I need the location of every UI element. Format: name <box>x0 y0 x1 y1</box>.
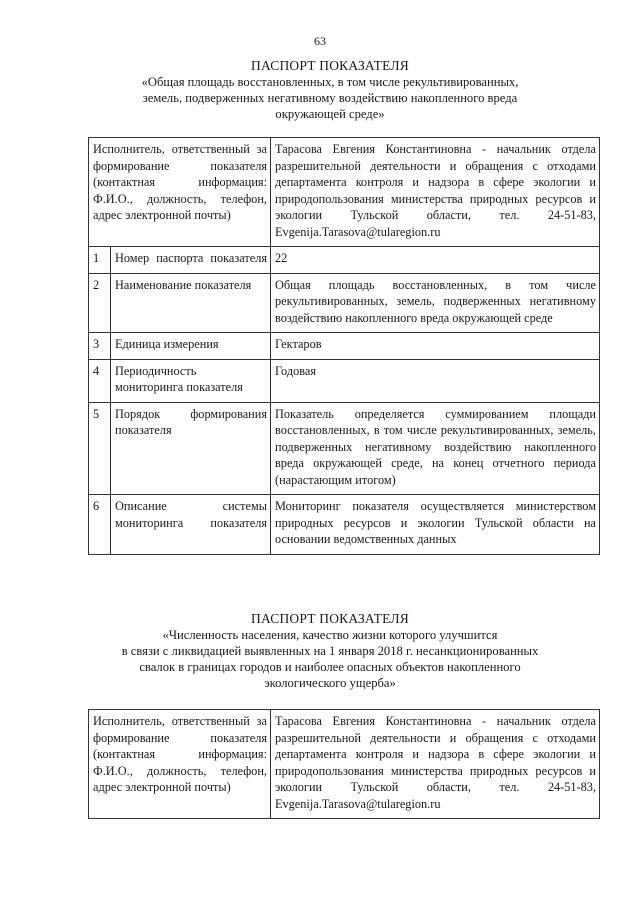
passport-2-table <box>88 709 600 819</box>
executor-value: Тарасова Евгения Константиновна - начальник отдела разрешительной деятельности и обращения с отходами департамента контроля и надзора в сфере экологии и природопользования министерства природных ресурсов и экологии Тульской области, тел. 24-51-83, Evgenija.Tarasova@tularegion.ru <box>271 138 600 247</box>
passport-2-subtitle-line: «Численность населения, качество жизни которого улучшится <box>162 628 498 642</box>
row-number: 1 <box>89 247 111 274</box>
page-number: 63 <box>314 34 326 48</box>
passport-1-table <box>88 137 600 555</box>
passport-1-subtitle-line: земель, подверженных негативному воздействию накопленного вреда <box>142 91 518 105</box>
row-number: 4 <box>89 359 111 402</box>
row-value: Гектаров <box>271 333 600 360</box>
passport-1-subtitle-line: «Общая площадь восстановленных, в том числе рекультивированных, <box>141 75 519 89</box>
executor-label: Исполнитель, ответственный за формирование показателя (контактная информация: Ф.И.О., должность, телефон, адрес электронной почты) <box>89 710 271 819</box>
executor-value: Тарасова Евгения Константиновна - начальник отдела разрешительной деятельности и обращения с отходами департамента контроля и надзора в сфере экологии и природопользования министерства природных ресурсов и экологии Тульской области, тел. 24-51-83, Evgenija.Tarasova@tularegion.ru <box>271 710 600 819</box>
row-label: Порядок формирования показателя <box>111 402 271 495</box>
executor-row <box>89 138 600 247</box>
passport-2-subtitle-line: экологического ущерба» <box>264 676 396 690</box>
table-row <box>89 495 600 555</box>
row-label: Номер паспорта показателя <box>111 247 271 274</box>
table-row <box>89 247 600 274</box>
passport-1-subtitle-line: окружающей среде» <box>275 107 385 121</box>
row-value: Общая площадь восстановленных, в том числе рекультивированных, земель, подверженных негативному воздействию накопленного вреда окружающей среде <box>271 273 600 333</box>
table-row <box>89 333 600 360</box>
row-label: Единица измерения <box>111 333 271 360</box>
row-number: 2 <box>89 273 111 333</box>
row-label: Периодичность мониторинга показателя <box>111 359 271 402</box>
row-value: Мониторинг показателя осуществляется министерством природных ресурсов и экологии Тульской области на основании ведомственных данных <box>271 495 600 555</box>
executor-row <box>89 710 600 819</box>
row-number: 3 <box>89 333 111 360</box>
passport-1-heading <box>60 58 600 122</box>
row-value: 22 <box>271 247 600 274</box>
row-number: 6 <box>89 495 111 555</box>
row-value: Показатель определяется суммированием площади восстановленных, в том числе рекультивированных, земель, подверженных негативному воздействию накопленного вреда окружающей среде, на конец отчетного периода (нарастающим итогом) <box>271 402 600 495</box>
table-row <box>89 359 600 402</box>
passport-2-subtitle-line: свалок в границах городов и наиболее опасных объектов накопленного <box>139 660 521 674</box>
table-row <box>89 402 600 495</box>
row-number: 5 <box>89 402 111 495</box>
passport-2-title: ПАСПОРТ ПОКАЗАТЕЛЯ <box>251 611 409 626</box>
row-label: Наименование показателя <box>111 273 271 333</box>
table-row <box>89 273 600 333</box>
row-value: Годовая <box>271 359 600 402</box>
passport-2-heading <box>60 611 600 691</box>
executor-label: Исполнитель, ответственный за формирование показателя (контактная информация: Ф.И.О., должность, телефон, адрес электронной почты) <box>89 138 271 247</box>
passport-2-subtitle-line: в связи с ликвидацией выявленных на 1 января 2018 г. несанкционированных <box>121 644 539 658</box>
passport-1-title: ПАСПОРТ ПОКАЗАТЕЛЯ <box>251 58 409 73</box>
row-label: Описание системы мониторинга показателя <box>111 495 271 555</box>
